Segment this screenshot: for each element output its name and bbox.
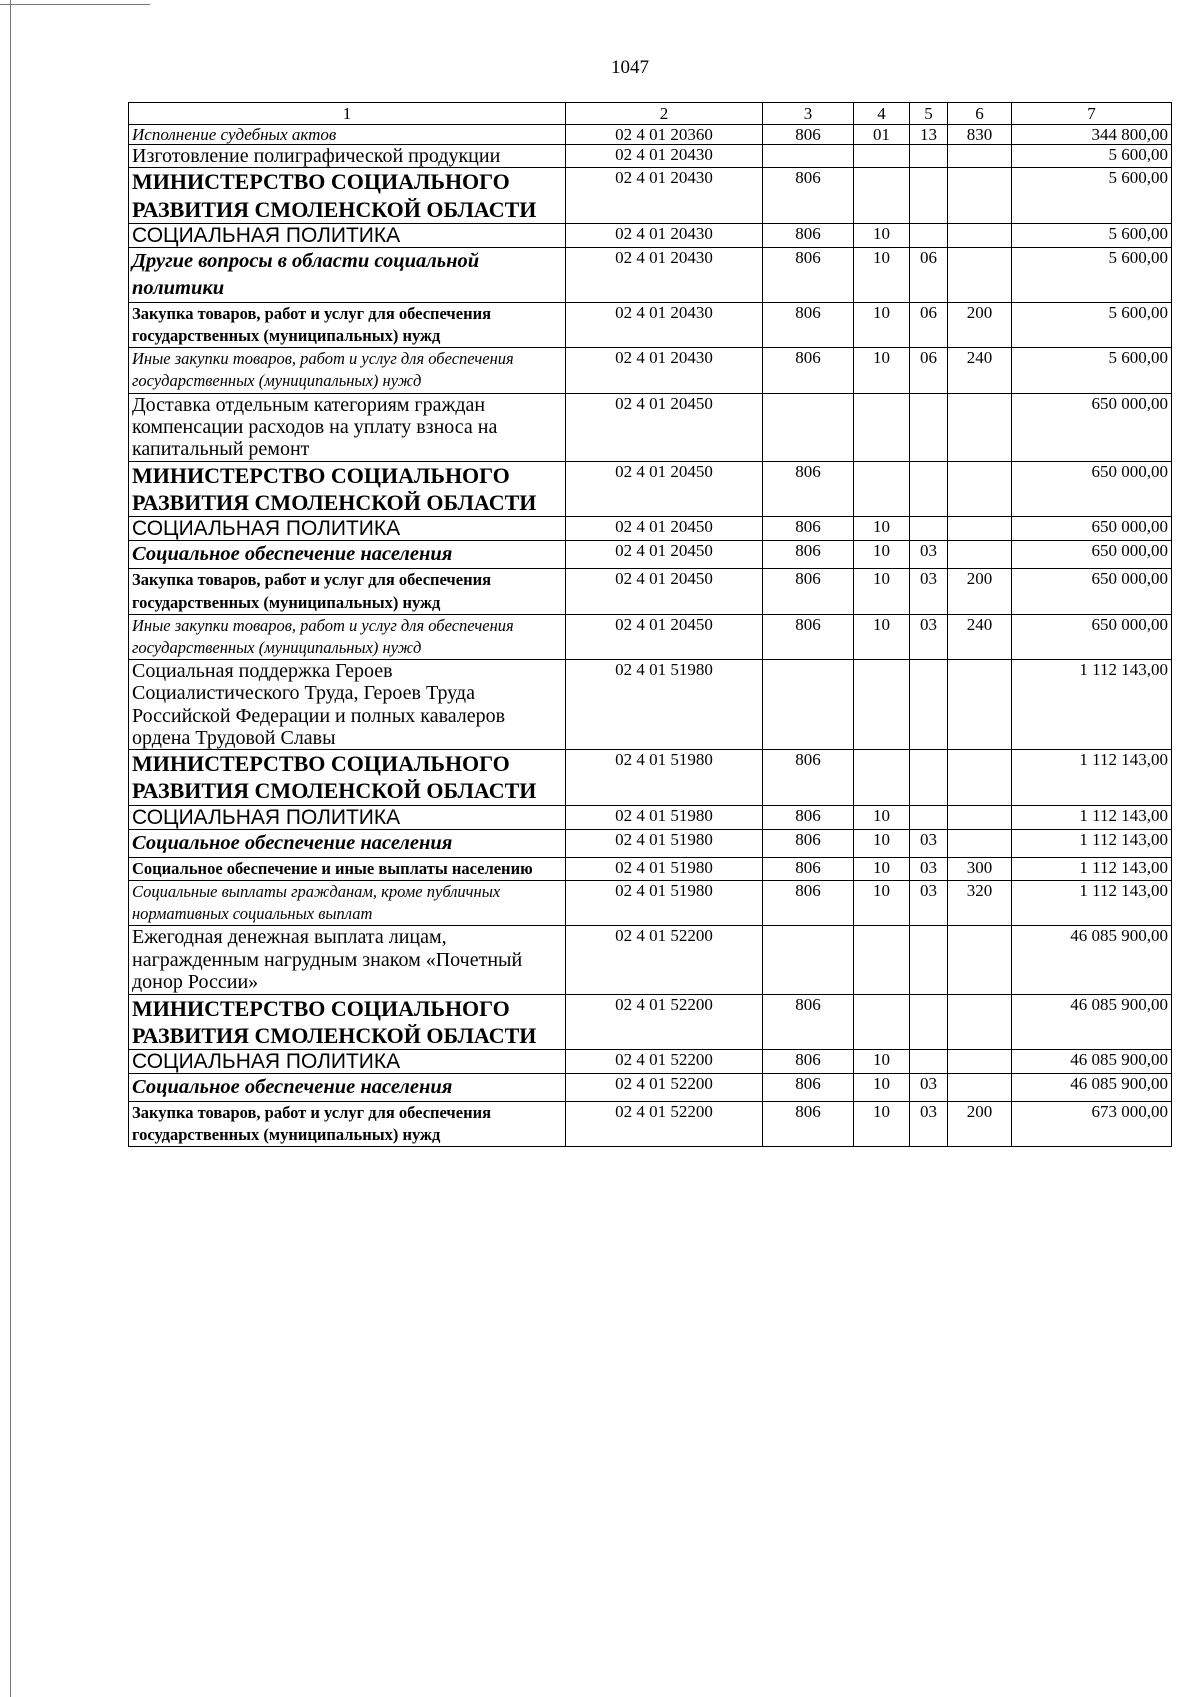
row-department-code: 806 bbox=[763, 805, 854, 830]
column-header: 7 bbox=[1012, 103, 1172, 125]
budget-table bbox=[128, 102, 1172, 1147]
row-amount: 650 000,00 bbox=[1012, 569, 1172, 614]
table-row bbox=[129, 858, 1172, 881]
table-row bbox=[129, 248, 1172, 303]
row-amount: 673 000,00 bbox=[1012, 1102, 1172, 1147]
row-department-code bbox=[763, 926, 854, 994]
row-subsection-code bbox=[910, 168, 948, 223]
row-department-code: 806 bbox=[763, 881, 854, 926]
row-target-code: 02 4 01 52200 bbox=[566, 1049, 763, 1074]
row-target-code: 02 4 01 20430 bbox=[566, 168, 763, 223]
table-row bbox=[129, 516, 1172, 541]
row-name: Доставка отдельным категориям граждан компенсации расходов на уплату взноса на капитальный ремонт bbox=[129, 393, 566, 461]
page-number: 1047 bbox=[611, 57, 649, 78]
row-subsection-code: 03 bbox=[910, 858, 948, 881]
row-section-code: 10 bbox=[854, 830, 910, 858]
table-row bbox=[129, 461, 1172, 516]
row-subsection-code bbox=[910, 1049, 948, 1074]
row-name: Закупка товаров, работ и услуг для обеспечения государственных (муниципальных) нужд bbox=[129, 1102, 566, 1147]
row-expense-type: 200 bbox=[948, 569, 1012, 614]
row-name: Изготовление полиграфической продукции bbox=[129, 145, 566, 168]
row-subsection-code: 06 bbox=[910, 248, 948, 303]
row-amount: 5 600,00 bbox=[1012, 303, 1172, 348]
row-subsection-code: 03 bbox=[910, 1102, 948, 1147]
row-target-code: 02 4 01 52200 bbox=[566, 1074, 763, 1102]
row-section-code: 10 bbox=[854, 614, 910, 659]
row-subsection-code: 06 bbox=[910, 348, 948, 393]
column-header: 2 bbox=[566, 103, 763, 125]
row-subsection-code bbox=[910, 516, 948, 541]
table-row bbox=[129, 830, 1172, 858]
row-section-code: 10 bbox=[854, 348, 910, 393]
row-name: Закупка товаров, работ и услуг для обеспечения государственных (муниципальных) нужд bbox=[129, 569, 566, 614]
row-name: СОЦИАЛЬНАЯ ПОЛИТИКА bbox=[129, 223, 566, 248]
column-header: 3 bbox=[763, 103, 854, 125]
table-header-row bbox=[129, 103, 1172, 125]
row-section-code: 10 bbox=[854, 881, 910, 926]
table-row bbox=[129, 145, 1172, 168]
row-expense-type: 320 bbox=[948, 881, 1012, 926]
row-expense-type bbox=[948, 1049, 1012, 1074]
row-section-code: 10 bbox=[854, 1074, 910, 1102]
row-expense-type bbox=[948, 830, 1012, 858]
row-amount: 1 112 143,00 bbox=[1012, 858, 1172, 881]
row-subsection-code: 03 bbox=[910, 1074, 948, 1102]
table-row bbox=[129, 1102, 1172, 1147]
row-department-code: 806 bbox=[763, 461, 854, 516]
row-target-code: 02 4 01 20450 bbox=[566, 614, 763, 659]
row-target-code: 02 4 01 52200 bbox=[566, 994, 763, 1049]
row-amount: 46 085 900,00 bbox=[1012, 1049, 1172, 1074]
row-expense-type bbox=[948, 541, 1012, 569]
row-department-code: 806 bbox=[763, 830, 854, 858]
row-name: МИНИСТЕРСТВО СОЦИАЛЬНОГО РАЗВИТИЯ СМОЛЕНСКОЙ ОБЛАСТИ bbox=[129, 168, 566, 223]
row-name: Социальное обеспечение населения bbox=[129, 830, 566, 858]
row-subsection-code bbox=[910, 223, 948, 248]
row-department-code: 806 bbox=[763, 541, 854, 569]
row-section-code bbox=[854, 145, 910, 168]
row-target-code: 02 4 01 52200 bbox=[566, 926, 763, 994]
row-amount: 1 112 143,00 bbox=[1012, 805, 1172, 830]
row-target-code: 02 4 01 51980 bbox=[566, 659, 763, 750]
row-department-code: 806 bbox=[763, 125, 854, 145]
row-target-code: 02 4 01 20430 bbox=[566, 348, 763, 393]
table-row bbox=[129, 541, 1172, 569]
row-section-code bbox=[854, 750, 910, 805]
row-expense-type: 200 bbox=[948, 1102, 1012, 1147]
row-amount: 344 800,00 bbox=[1012, 125, 1172, 145]
row-section-code: 10 bbox=[854, 516, 910, 541]
row-amount: 5 600,00 bbox=[1012, 145, 1172, 168]
row-department-code: 806 bbox=[763, 614, 854, 659]
row-name: СОЦИАЛЬНАЯ ПОЛИТИКА bbox=[129, 516, 566, 541]
row-subsection-code: 03 bbox=[910, 614, 948, 659]
table-row bbox=[129, 994, 1172, 1049]
row-target-code: 02 4 01 51980 bbox=[566, 858, 763, 881]
row-subsection-code bbox=[910, 994, 948, 1049]
row-target-code: 02 4 01 51980 bbox=[566, 750, 763, 805]
row-target-code: 02 4 01 20430 bbox=[566, 303, 763, 348]
row-expense-type bbox=[948, 994, 1012, 1049]
column-header: 5 bbox=[910, 103, 948, 125]
table-row bbox=[129, 1074, 1172, 1102]
row-department-code: 806 bbox=[763, 516, 854, 541]
row-department-code: 806 bbox=[763, 223, 854, 248]
row-department-code bbox=[763, 393, 854, 461]
row-name: Социальное обеспечение населения bbox=[129, 1074, 566, 1102]
row-expense-type bbox=[948, 750, 1012, 805]
row-target-code: 02 4 01 20430 bbox=[566, 223, 763, 248]
row-name: Иные закупки товаров, работ и услуг для обеспечения государственных (муниципальных) нужд bbox=[129, 348, 566, 393]
row-target-code: 02 4 01 52200 bbox=[566, 1102, 763, 1147]
row-amount: 5 600,00 bbox=[1012, 223, 1172, 248]
row-section-code: 01 bbox=[854, 125, 910, 145]
row-name: Другие вопросы в области социальной политики bbox=[129, 248, 566, 303]
row-amount: 5 600,00 bbox=[1012, 348, 1172, 393]
table-row bbox=[129, 393, 1172, 461]
row-name: Социальная поддержка Героев Социалистического Труда, Героев Труда Российской Федерации и полных кавалеров ордена Трудовой Славы bbox=[129, 659, 566, 750]
column-header: 1 bbox=[129, 103, 566, 125]
row-section-code: 10 bbox=[854, 248, 910, 303]
table-row bbox=[129, 750, 1172, 805]
row-subsection-code: 03 bbox=[910, 569, 948, 614]
row-amount: 650 000,00 bbox=[1012, 516, 1172, 541]
table-row bbox=[129, 569, 1172, 614]
row-amount: 1 112 143,00 bbox=[1012, 830, 1172, 858]
table-row bbox=[129, 168, 1172, 223]
row-department-code: 806 bbox=[763, 994, 854, 1049]
row-department-code: 806 bbox=[763, 1102, 854, 1147]
row-subsection-code: 13 bbox=[910, 125, 948, 145]
row-target-code: 02 4 01 51980 bbox=[566, 805, 763, 830]
row-expense-type bbox=[948, 393, 1012, 461]
row-subsection-code bbox=[910, 393, 948, 461]
row-target-code: 02 4 01 20430 bbox=[566, 248, 763, 303]
row-amount: 46 085 900,00 bbox=[1012, 994, 1172, 1049]
row-amount: 650 000,00 bbox=[1012, 461, 1172, 516]
row-amount: 1 112 143,00 bbox=[1012, 659, 1172, 750]
row-subsection-code bbox=[910, 750, 948, 805]
table-row bbox=[129, 348, 1172, 393]
row-section-code: 10 bbox=[854, 805, 910, 830]
row-section-code: 10 bbox=[854, 541, 910, 569]
row-department-code bbox=[763, 145, 854, 168]
row-section-code bbox=[854, 168, 910, 223]
row-name: МИНИСТЕРСТВО СОЦИАЛЬНОГО РАЗВИТИЯ СМОЛЕНСКОЙ ОБЛАСТИ bbox=[129, 750, 566, 805]
row-section-code: 10 bbox=[854, 303, 910, 348]
row-amount: 650 000,00 bbox=[1012, 614, 1172, 659]
row-department-code: 806 bbox=[763, 1049, 854, 1074]
row-subsection-code: 03 bbox=[910, 881, 948, 926]
row-expense-type bbox=[948, 805, 1012, 830]
row-expense-type: 240 bbox=[948, 614, 1012, 659]
row-section-code bbox=[854, 393, 910, 461]
row-subsection-code: 06 bbox=[910, 303, 948, 348]
row-expense-type bbox=[948, 248, 1012, 303]
row-amount: 650 000,00 bbox=[1012, 393, 1172, 461]
table-row bbox=[129, 1049, 1172, 1074]
row-amount: 650 000,00 bbox=[1012, 541, 1172, 569]
row-amount: 46 085 900,00 bbox=[1012, 926, 1172, 994]
row-department-code: 806 bbox=[763, 858, 854, 881]
row-section-code bbox=[854, 659, 910, 750]
row-expense-type bbox=[948, 461, 1012, 516]
row-expense-type bbox=[948, 168, 1012, 223]
row-expense-type bbox=[948, 659, 1012, 750]
row-name: СОЦИАЛЬНАЯ ПОЛИТИКА bbox=[129, 805, 566, 830]
row-section-code: 10 bbox=[854, 569, 910, 614]
row-expense-type: 300 bbox=[948, 858, 1012, 881]
row-subsection-code bbox=[910, 926, 948, 994]
table-row bbox=[129, 614, 1172, 659]
row-amount: 46 085 900,00 bbox=[1012, 1074, 1172, 1102]
row-section-code bbox=[854, 994, 910, 1049]
row-department-code: 806 bbox=[763, 248, 854, 303]
row-department-code: 806 bbox=[763, 303, 854, 348]
table-row bbox=[129, 805, 1172, 830]
column-header: 4 bbox=[854, 103, 910, 125]
row-section-code: 10 bbox=[854, 223, 910, 248]
row-name: Социальные выплаты гражданам, кроме публичных нормативных социальных выплат bbox=[129, 881, 566, 926]
row-amount: 1 112 143,00 bbox=[1012, 750, 1172, 805]
row-department-code: 806 bbox=[763, 750, 854, 805]
row-target-code: 02 4 01 20360 bbox=[566, 125, 763, 145]
row-expense-type: 830 bbox=[948, 125, 1012, 145]
scan-edge bbox=[10, 0, 11, 1697]
row-expense-type bbox=[948, 926, 1012, 994]
row-target-code: 02 4 01 51980 bbox=[566, 881, 763, 926]
row-target-code: 02 4 01 51980 bbox=[566, 830, 763, 858]
row-section-code: 10 bbox=[854, 1049, 910, 1074]
row-department-code: 806 bbox=[763, 348, 854, 393]
row-expense-type bbox=[948, 1074, 1012, 1102]
table-row bbox=[129, 303, 1172, 348]
row-name: Исполнение судебных актов bbox=[129, 125, 566, 145]
row-section-code bbox=[854, 926, 910, 994]
table-row bbox=[129, 659, 1172, 750]
row-expense-type bbox=[948, 223, 1012, 248]
row-name: СОЦИАЛЬНАЯ ПОЛИТИКА bbox=[129, 1049, 566, 1074]
row-target-code: 02 4 01 20450 bbox=[566, 516, 763, 541]
row-department-code: 806 bbox=[763, 1074, 854, 1102]
table-row bbox=[129, 926, 1172, 994]
row-department-code: 806 bbox=[763, 168, 854, 223]
row-amount: 5 600,00 bbox=[1012, 168, 1172, 223]
row-section-code: 10 bbox=[854, 1102, 910, 1147]
table-row bbox=[129, 223, 1172, 248]
row-expense-type: 200 bbox=[948, 303, 1012, 348]
row-target-code: 02 4 01 20430 bbox=[566, 145, 763, 168]
column-header: 6 bbox=[948, 103, 1012, 125]
row-name: Социальное обеспечение населения bbox=[129, 541, 566, 569]
row-target-code: 02 4 01 20450 bbox=[566, 393, 763, 461]
row-subsection-code bbox=[910, 145, 948, 168]
row-subsection-code: 03 bbox=[910, 830, 948, 858]
row-department-code: 806 bbox=[763, 569, 854, 614]
row-department-code bbox=[763, 659, 854, 750]
row-target-code: 02 4 01 20450 bbox=[566, 461, 763, 516]
table-row bbox=[129, 125, 1172, 145]
row-subsection-code bbox=[910, 659, 948, 750]
row-name: МИНИСТЕРСТВО СОЦИАЛЬНОГО РАЗВИТИЯ СМОЛЕНСКОЙ ОБЛАСТИ bbox=[129, 461, 566, 516]
row-expense-type: 240 bbox=[948, 348, 1012, 393]
row-name: Иные закупки товаров, работ и услуг для обеспечения государственных (муниципальных) нужд bbox=[129, 614, 566, 659]
row-target-code: 02 4 01 20450 bbox=[566, 569, 763, 614]
row-subsection-code bbox=[910, 805, 948, 830]
row-amount: 5 600,00 bbox=[1012, 248, 1172, 303]
row-name: Закупка товаров, работ и услуг для обеспечения государственных (муниципальных) нужд bbox=[129, 303, 566, 348]
row-expense-type bbox=[948, 145, 1012, 168]
row-name: Социальное обеспечение и иные выплаты населению bbox=[129, 858, 566, 881]
row-name: МИНИСТЕРСТВО СОЦИАЛЬНОГО РАЗВИТИЯ СМОЛЕНСКОЙ ОБЛАСТИ bbox=[129, 994, 566, 1049]
row-subsection-code bbox=[910, 461, 948, 516]
scan-edge-top bbox=[0, 4, 150, 5]
row-subsection-code: 03 bbox=[910, 541, 948, 569]
row-expense-type bbox=[948, 516, 1012, 541]
row-name: Ежегодная денежная выплата лицам, награжденным нагрудным знаком «Почетный донор России» bbox=[129, 926, 566, 994]
row-section-code bbox=[854, 461, 910, 516]
table-row bbox=[129, 881, 1172, 926]
row-amount: 1 112 143,00 bbox=[1012, 881, 1172, 926]
row-section-code: 10 bbox=[854, 858, 910, 881]
row-target-code: 02 4 01 20450 bbox=[566, 541, 763, 569]
